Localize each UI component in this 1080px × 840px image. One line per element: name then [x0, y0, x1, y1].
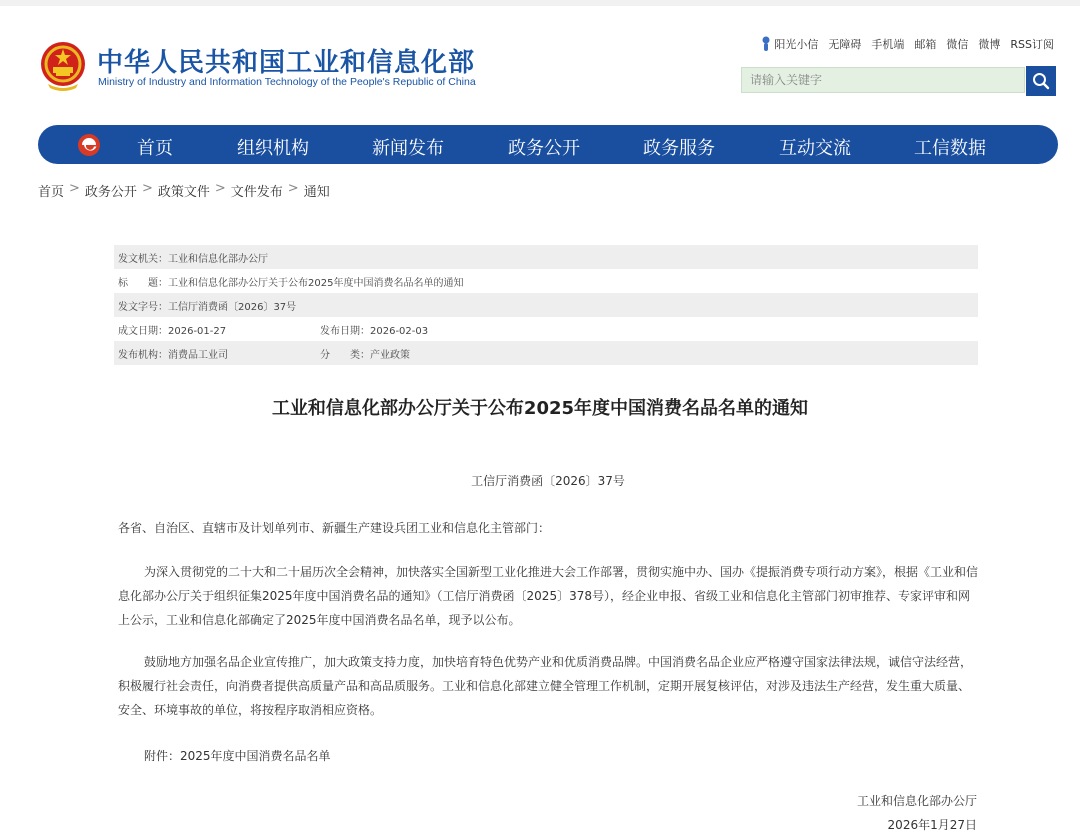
- search-button[interactable]: [1026, 66, 1056, 96]
- meta-row-title: [114, 269, 978, 293]
- article-paragraph-1: 为深入贯彻党的二十大和二十届历次全会精神，加快落实全国新型工业化推进大会工作部署，贯彻实施中办、国办《提振消费专项行动方案》，根据《工业和信息化部办公厅关于组织征集2025年度中国消费名品的通知》（工信厅消费函〔2025〕378号），经企业申报、省级工业和信息化主管部门初审推荐、专家评审和网上公示，工业和信息化部确定了2025年度中国消费名品名单，现予以公布。: [118, 565, 979, 627]
- breadcrumb-separator: >: [287, 181, 299, 196]
- meta-org: 发布机构：消费品工业司: [118, 349, 228, 361]
- breadcrumb-home[interactable]: 首页: [38, 185, 65, 200]
- nav-data[interactable]: 工信数据: [914, 138, 986, 159]
- main-nav: [38, 125, 1058, 164]
- article-paragraph-2: 鼓励地方加强名品企业宣传推广，加大政策支持力度，加快培育特色优势产业和优质消费品牌。中国消费名品企业应严格遵守国家法律法规，诚信守法经营，积极履行社会责任，向消费者提供高质量产品和高品质服务。工业和信息化部建立健全管理工作机制，定期开展复核评估，对涉及违法生产经营，发生重大质量、安全、环境事故的单位，将按程序取消相应资格。: [118, 655, 973, 717]
- meta-doc-number: 发文字号：工信厅消费函〔2026〕37号: [118, 301, 297, 313]
- meta-issuer: 发文机关：工业和信息化部办公厅: [118, 253, 268, 265]
- nav-interaction[interactable]: 互动交流: [779, 138, 851, 159]
- util-link-accessibility[interactable]: 无障碍: [828, 38, 862, 51]
- article-doc-number: 工信厅消费函〔2026〕37号: [471, 474, 625, 488]
- util-link-sunshine[interactable]: 阳光小信: [761, 36, 818, 52]
- breadcrumb: [38, 181, 330, 200]
- meta-published-date: 发布日期：2026-02-03: [320, 325, 429, 337]
- util-link-mail[interactable]: 邮箱: [914, 38, 937, 51]
- signature-date: 2026年1月27日: [887, 818, 977, 832]
- search-icon: [1032, 72, 1050, 90]
- national-emblem-icon: [38, 40, 88, 92]
- meta-row-doc-no: [114, 293, 978, 317]
- top-divider: [0, 0, 1080, 6]
- sunshine-mascot-icon: [761, 36, 771, 52]
- nav-organization[interactable]: 组织机构: [237, 138, 309, 159]
- search-bar: [741, 67, 1056, 95]
- miit-logo-icon[interactable]: [76, 132, 102, 158]
- article-salutation: 各省、自治区、直辖市及计划单列市、新疆生产建设兵团工业和信息化主管部门：: [118, 521, 551, 535]
- breadcrumb-separator: >: [141, 181, 153, 196]
- meta-row-dates: [114, 317, 978, 341]
- site-title: 中华人民共和国工业和信息化部: [97, 48, 476, 78]
- utility-links: [761, 36, 1054, 52]
- util-link-mobile[interactable]: 手机端: [871, 38, 905, 51]
- article-attachment[interactable]: 附件：2025年度中国消费名品名单: [144, 749, 331, 763]
- search-input[interactable]: [741, 67, 1025, 93]
- article-title: 工业和信息化部办公厅关于公布2025年度中国消费名品名单的通知: [271, 398, 809, 419]
- breadcrumb-notice[interactable]: 通知: [303, 185, 330, 200]
- breadcrumb-file-release[interactable]: 文件发布: [230, 185, 283, 200]
- nav-government-affairs[interactable]: 政务公开: [508, 138, 580, 159]
- nav-news[interactable]: 新闻发布: [372, 138, 444, 159]
- breadcrumb-government-affairs[interactable]: 政务公开: [84, 185, 137, 200]
- meta-created-date: 成文日期：2026-01-27: [118, 325, 227, 337]
- meta-row-org: [114, 341, 978, 365]
- nav-services[interactable]: 政务服务: [643, 138, 715, 159]
- site-subtitle-en: Ministry of Industry and Information Technology of the People's Republic of China: [98, 76, 476, 88]
- util-link-weibo[interactable]: 微博: [978, 38, 1001, 51]
- signature-org: 工业和信息化部办公厅: [856, 794, 977, 808]
- document-metadata: [114, 245, 978, 365]
- breadcrumb-policy-docs[interactable]: 政策文件: [157, 185, 210, 200]
- nav-home[interactable]: 首页: [137, 138, 173, 159]
- breadcrumb-separator: >: [214, 181, 226, 196]
- breadcrumb-separator: >: [69, 181, 80, 196]
- util-link-wechat[interactable]: 微信: [946, 38, 969, 51]
- meta-row-issuer: [114, 245, 978, 269]
- util-link-rss[interactable]: RSS订阅: [1010, 38, 1054, 51]
- meta-title: 标 题：工业和信息化部办公厅关于公布2025年度中国消费名品名单的通知: [118, 277, 464, 289]
- meta-category: 分 类：产业政策: [320, 349, 410, 361]
